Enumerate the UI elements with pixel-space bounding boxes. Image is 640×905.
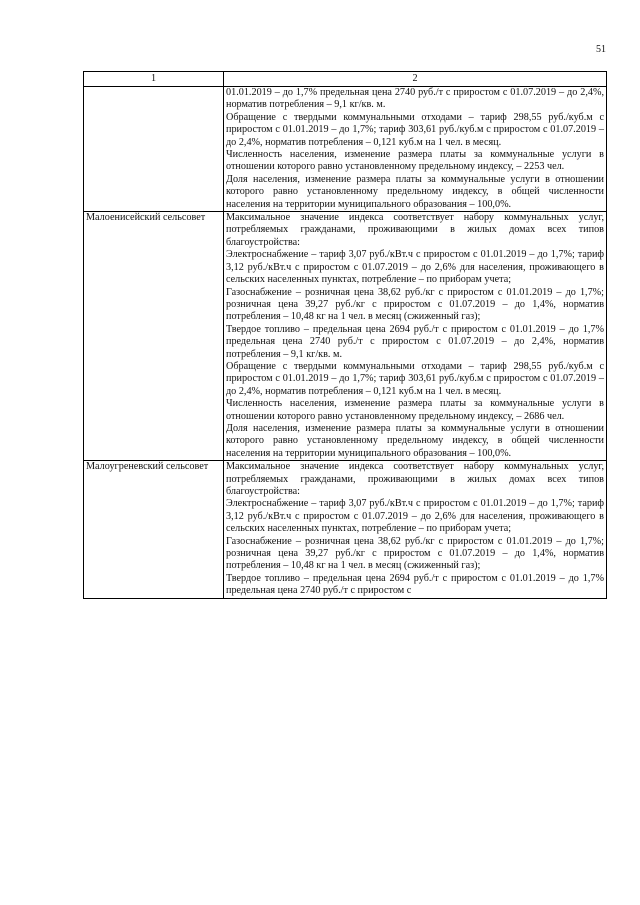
paragraph: Твердое топливо – предельная цена 2694 руб./т с приростом с 01.01.2019 – до 1,7% предельная цена 2740 руб./т с приростом с: [226, 572, 604, 597]
description-cell: [224, 87, 607, 212]
paragraph: Численность населения, изменение размера платы за коммунальные услуги в отношении которого равно установленному предельному индексу, – 2253 чел.: [226, 149, 604, 173]
paragraph: Обращение с твердыми коммунальными отходами – тариф 298,55 руб./куб.м с приростом с 01.01.2019 – до 1,7%; тариф 303,61 руб./куб.м с приростом с 01.07.2019 – до 2,4%, норматив потребления – 0,121 куб.м на 1 чел. в месяц.: [226, 360, 604, 397]
municipality-name: [84, 87, 224, 212]
municipality-name: Малоенисейский сельсовет: [84, 212, 224, 461]
description-cell: [224, 212, 607, 461]
table-row: [84, 212, 607, 461]
paragraph: Газоснабжение – розничная цена 38,62 руб./кг с приростом с 01.01.2019 – до 1,7%; розничная цена 39,27 руб./кг с приростом с 01.07.2019 – до 1,4%, норматив потребления – 10,48 кг на 1 чел. в месяц (сжиженный газ);: [226, 286, 604, 323]
tariff-table: [83, 71, 607, 599]
paragraph: Доля населения, изменение размера платы за коммунальные услуги в отношении которого равно установленному предельному индексу, в общей численности населения на территории муниципального образования – 100,0%.: [226, 422, 604, 459]
paragraph: Электроснабжение – тариф 3,07 руб./кВт.ч с приростом с 01.01.2019 – до 1,7%; тариф 3,12 руб./кВт.ч с приростом с 01.07.2019 – до 2,6% для населения, проживающего в сельских населенных пунктах, потребление – по приборам учета;: [226, 249, 604, 286]
paragraph: Доля населения, изменение размера платы за коммунальные услуги в отношении которого равно установленному предельному индексу, в общей численности населения на территории муниципального образования – 100,0%.: [226, 173, 604, 210]
paragraph: Максимальное значение индекса соответствует набору коммунальных услуг, потребляемых гражданами, проживающими в жилых домах всех типов благоустройства:: [226, 461, 604, 497]
municipality-name: Малоугреневский сельсовет: [84, 461, 224, 598]
paragraph: Максимальное значение индекса соответствует набору коммунальных услуг, потребляемых гражданами, проживающими в жилых домах всех типов благоустройства:: [226, 212, 604, 248]
column-header-1: 1: [84, 72, 224, 87]
column-header-2: 2: [224, 72, 607, 87]
paragraph: Численность населения, изменение размера платы за коммунальные услуги в отношении которого равно установленному предельному индексу, – 2686 чел.: [226, 398, 604, 422]
table-row: [84, 87, 607, 212]
paragraph: Твердое топливо – предельная цена 2694 руб./т с приростом с 01.01.2019 – до 1,7% предельная цена 2740 руб./т с приростом с 01.07.2019 – до 2,4%, норматив потребления – 9,1 кг/кв. м.: [226, 323, 604, 360]
description-cell: [224, 461, 607, 598]
table-header-row: [84, 72, 607, 87]
paragraph: Электроснабжение – тариф 3,07 руб./кВт.ч с приростом с 01.01.2019 – до 1,7%; тариф 3,12 руб./кВт.ч с приростом с 01.07.2019 – до 2,6% для населения, проживающего в сельских населенных пунктах, потребление – по приборам учета;: [226, 498, 604, 535]
table-row: [84, 461, 607, 598]
paragraph: Обращение с твердыми коммунальными отходами – тариф 298,55 руб./куб.м с приростом с 01.01.2019 – до 1,7%; тариф 303,61 руб./куб.м с приростом с 01.07.2019 – до 2,4%, норматив потребления – 0,121 куб.м на 1 чел. в месяц.: [226, 111, 604, 148]
paragraph: Газоснабжение – розничная цена 38,62 руб./кг с приростом с 01.01.2019 – до 1,7%; розничная цена 39,27 руб./кг с приростом с 01.07.2019 – до 1,4%, норматив потребления – 10,48 кг на 1 чел. в месяц (сжиженный газ);: [226, 535, 604, 572]
paragraph: 01.01.2019 – до 1,7% предельная цена 2740 руб./т с приростом с 01.07.2019 – до 2,4%, норматив потребления – 9,1 кг/кв. м.: [226, 87, 604, 111]
page-number: 51: [596, 44, 606, 55]
